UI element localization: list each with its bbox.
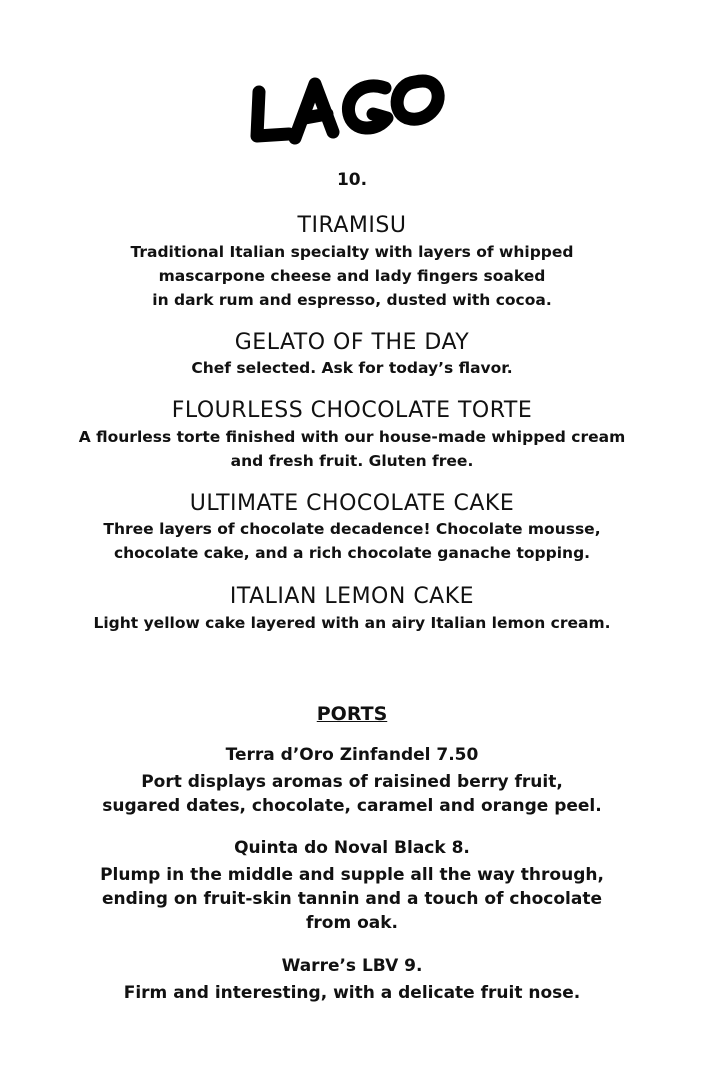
dessert-name-lemon-cake: ITALIAN LEMON CAKE — [229, 584, 475, 609]
dessert-description-chocolate-cake — [0, 517, 704, 565]
description-line: from oak. — [305, 913, 398, 933]
port-description-terra-doro — [0, 770, 704, 818]
description-line: Firm and interesting, with a delicate fruit nose. — [123, 983, 581, 1003]
dessert-name-gelato: GELATO OF THE DAY — [234, 330, 470, 355]
dessert-description-gelato — [0, 356, 704, 380]
ports-section-heading: PORTS — [316, 703, 388, 725]
description-line: A flourless torte finished with our house-made whipped cream — [78, 428, 626, 446]
port-description-warres-lbv — [0, 981, 704, 1005]
description-line: Traditional Italian specialty with layers of whipped — [130, 243, 574, 261]
port-name-quinta-do-noval: Quinta do Noval Black 8. — [234, 838, 470, 858]
description-line: in dark rum and espresso, dusted with cocoa. — [152, 291, 552, 309]
port-name-terra-doro: Terra d’Oro Zinfandel 7.50 — [225, 745, 479, 765]
description-line: sugared dates, chocolate, caramel and orange peel. — [102, 796, 602, 816]
lago-logo — [245, 62, 450, 152]
dessert-price: 10. — [336, 170, 368, 190]
description-line: and fresh fruit. Gluten free. — [230, 452, 474, 470]
dessert-description-lemon-cake — [0, 611, 704, 635]
dessert-name-chocolate-cake: ULTIMATE CHOCOLATE CAKE — [189, 491, 515, 516]
dessert-description-tiramisu — [0, 240, 704, 312]
dessert-name-flourless-torte: FLOURLESS CHOCOLATE TORTE — [171, 398, 533, 423]
dessert-description-flourless-torte — [0, 425, 704, 473]
description-line: Plump in the middle and supple all the way through, — [100, 865, 604, 885]
description-line: chocolate cake, and a rich chocolate ganache topping. — [113, 544, 591, 562]
port-name-warres-lbv: Warre’s LBV 9. — [281, 956, 423, 976]
dessert-name-tiramisu: TIRAMISU — [297, 213, 407, 238]
lago-logo-brush-lettering — [245, 62, 450, 152]
description-line: mascarpone cheese and lady fingers soaked — [158, 267, 546, 285]
description-line: ending on fruit-skin tannin and a touch of chocolate — [102, 889, 602, 909]
description-line: Port displays aromas of raisined berry fruit, — [141, 772, 563, 792]
description-line: Chef selected. Ask for today’s flavor. — [191, 359, 513, 377]
description-line: Three layers of chocolate decadence! Chocolate mousse, — [103, 520, 601, 538]
port-description-quinta-do-noval — [0, 863, 704, 935]
description-line: Light yellow cake layered with an airy Italian lemon cream. — [93, 614, 611, 632]
